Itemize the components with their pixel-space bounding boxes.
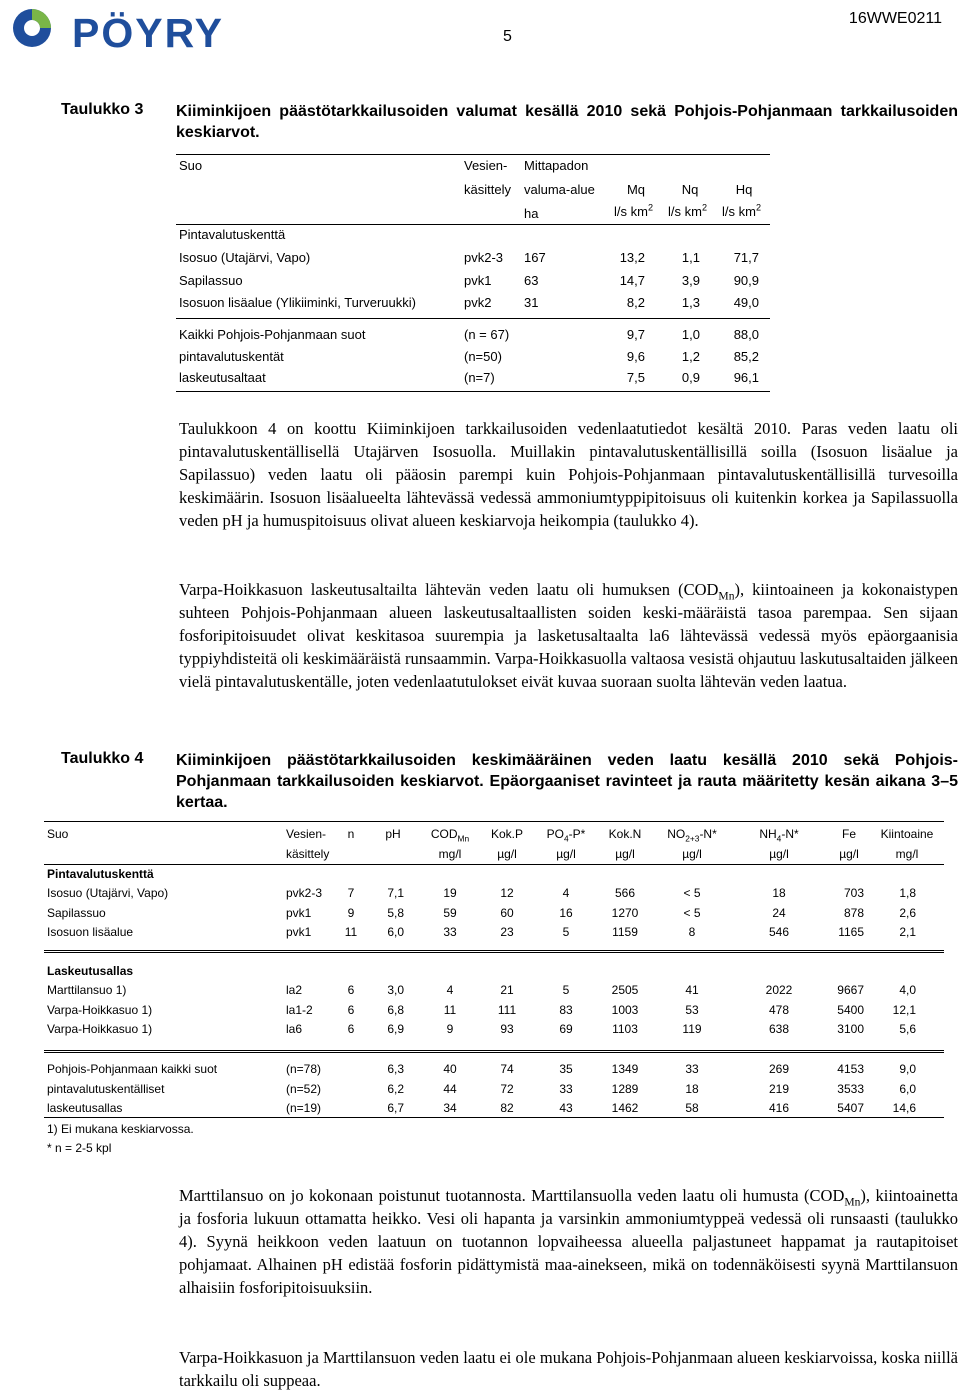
table-cell: Isosuo (Utajärvi, Vapo) xyxy=(47,886,169,900)
table-cell: la2 xyxy=(286,983,303,997)
row-nq: 1,2 xyxy=(681,349,700,364)
table-cell: 6,0 xyxy=(899,1081,916,1096)
table3-head-hq: Hq xyxy=(735,182,753,197)
table4-label: Taulukko 4 xyxy=(61,750,144,767)
table-cell: 5 xyxy=(562,983,570,997)
row-hq: 85,2 xyxy=(733,349,759,364)
row-nq: 1,0 xyxy=(681,327,700,342)
table-cell: 1349 xyxy=(611,1062,639,1076)
row-nq: 3,9 xyxy=(681,273,700,288)
table-cell: la1-2 xyxy=(286,1002,313,1017)
table-cell: 1462 xyxy=(611,1101,639,1115)
table-cell: 3533 xyxy=(837,1081,864,1096)
t4-unit: µg/l xyxy=(682,847,702,861)
table-cell: 93 xyxy=(500,1022,514,1036)
table-cell: 566 xyxy=(614,886,636,900)
row-n: (n = 67) xyxy=(464,327,510,342)
table3-unit-hq: l/s $km^2$ xyxy=(722,202,762,219)
table-cell: laskeutusallas xyxy=(47,1101,123,1115)
t4-unit: mg/l xyxy=(895,847,919,861)
table-cell: 21 xyxy=(500,983,514,997)
table-cell: 60 xyxy=(500,905,514,920)
table-cell: Varpa-Hoikkasuo 1) xyxy=(47,1002,153,1017)
row-nq: 1,1 xyxy=(681,250,700,265)
t4-unit: mg/l xyxy=(438,847,462,861)
row-mq: 14,7 xyxy=(619,273,645,288)
paragraph-3: Marttilansuo on jo kokonaan poistunut tuotannosta. Marttilansuolla veden laatu oli humusta $(COD_{Mn})$, kiintoainetta ja fosforia lukuun ottamatta heikko. Vesi oli hapanta ja varsinkin ammoniumtyppeä vedessä oli runsaasti (taulukko 4). Syynä heikkoon veden laatuun on tuotannon lopvaiheessa alueella paljastuneet happamat ja rautapitoiset pohjamaat. Alhainen pH edistää fosforin pidättymistä maa-ainekseen, mikä on todennäköisesti syynä Marttilansuon alhaisiin fosforipitoisuuksiin. xyxy=(179,1186,958,1297)
logo-text: PÖYRY xyxy=(72,10,225,56)
table-cell: 416 xyxy=(768,1101,790,1115)
table-cell: 6 xyxy=(347,1022,355,1036)
paragraph-2: Varpa-Hoikkasuon laskeutusaltailta lähtevän veden laatu oli humuksen $(COD_{Mn})$, kiintoaineen ja kokonaistypen suhteen Pohjois-Pohjanmaan alueen laskeutusaltaallisten soiden keski-määräistä tasoa parempaa. Sen sijaan fosforipitoisuudet olivat keskitasoa suurempia ja lasketusaltaalta la6 lähtevässä vedessä myös epäorgaanisia typpiyhdisteitä oli keskimääräistä runsaammin. Varpa-Hoikkasuolla valtaosa vesistä ohjautuu laskutusaltaiden jälkeen vielä pintavalutuskentälle, joten vedenlaatutulokset eivät kuvaa suoraan suolta lähtevän veden laatua. xyxy=(179,580,958,691)
table-cell: 5407 xyxy=(837,1101,864,1115)
table-cell: 19 xyxy=(443,886,457,900)
table-cell: 638 xyxy=(768,1022,790,1036)
table-cell: 6,3 xyxy=(387,1062,404,1076)
table-cell: 4153 xyxy=(837,1062,864,1076)
table-cell: 5 xyxy=(562,925,570,939)
table-cell: 5400 xyxy=(837,1002,864,1017)
t4-head-cod: $COD_{Mn}$ xyxy=(430,827,470,844)
table-cell: 6 xyxy=(347,1002,355,1017)
t4-head-kiintoaine: Kiintoaine xyxy=(880,827,934,841)
table-cell: 5,8 xyxy=(387,905,404,920)
t4-head-kokp: Kok.P xyxy=(490,827,523,841)
t4-section-laskeutusallas: Laskeutusallas xyxy=(47,964,134,978)
table-cell: 72 xyxy=(500,1081,514,1096)
t4-head-ph: pH xyxy=(385,827,401,841)
table-cell: 703 xyxy=(843,886,864,900)
table-cell: 33 xyxy=(685,1062,699,1076)
table-cell: 74 xyxy=(500,1062,514,1076)
table-cell: Sapilassuo xyxy=(47,905,106,920)
t4-unit: µg/l xyxy=(497,847,517,861)
table-cell: 9 xyxy=(347,905,355,920)
row-hq: 88,0 xyxy=(733,327,759,342)
table3-head-mq: Mq xyxy=(626,182,646,197)
row-mq: 9,6 xyxy=(626,349,645,364)
page-number: 5 xyxy=(503,28,512,45)
document-code: 16WWE0211 xyxy=(848,10,942,27)
row-hq: 71,7 xyxy=(733,250,759,265)
table-cell: 58 xyxy=(685,1101,699,1115)
table-cell: 7,1 xyxy=(387,886,404,900)
t4-note-1: 1) Ei mukana keskiarvossa. xyxy=(47,1122,194,1136)
table-cell: 34 xyxy=(443,1101,457,1115)
table-cell: (n=52) xyxy=(286,1081,322,1096)
table-cell: la6 xyxy=(286,1022,303,1036)
table-cell: 41 xyxy=(685,983,699,997)
row-hq: 49,0 xyxy=(733,295,759,310)
table4-head-rule xyxy=(44,864,944,865)
table3-unit-mq: l/s $km^2$ xyxy=(614,202,654,219)
table-cell: 24 xyxy=(772,905,786,920)
table-cell: 4 xyxy=(446,983,454,997)
row-hq: 96,1 xyxy=(733,370,759,385)
table-cell: 23 xyxy=(500,925,514,939)
table-cell: 18 xyxy=(772,886,786,900)
row-name: laskeutusaltaat xyxy=(179,370,266,385)
table3-head-nq: Nq xyxy=(681,182,699,197)
table-cell: pintavalutuskentälliset xyxy=(47,1081,165,1096)
row-mq: 7,5 xyxy=(626,370,645,385)
table-cell: 6,2 xyxy=(387,1081,404,1096)
table-cell: 6,8 xyxy=(387,1002,404,1017)
t4-unit: µg/l xyxy=(769,847,789,861)
table-cell: Pohjois-Pohjanmaan kaikki suot xyxy=(47,1062,218,1076)
table-cell: pvk1 xyxy=(286,925,312,939)
table-cell: Isosuon lisäalue xyxy=(47,925,134,939)
row-nq: 1,3 xyxy=(681,295,700,310)
table-cell: 69 xyxy=(559,1022,573,1036)
table-cell: 8 xyxy=(688,925,696,939)
row-vk: pvk2-3 xyxy=(464,250,504,265)
table-cell: 6,0 xyxy=(387,925,404,939)
row-name: pintavalutuskentät xyxy=(179,349,284,364)
t4-head-n: n xyxy=(347,827,355,841)
table-cell: 2022 xyxy=(765,983,793,997)
table-cell: 4,0 xyxy=(899,983,916,997)
t4-note-2: * n = 2-5 kpl xyxy=(47,1141,112,1155)
table-cell: Marttilansuo 1) xyxy=(47,983,127,997)
row-name: Isosuo (Utajärvi, Vapo) xyxy=(179,250,311,265)
row-vk: pvk1 xyxy=(464,273,492,288)
table-cell: 43 xyxy=(559,1101,573,1115)
table3-head-mittapadon: Mittapadon xyxy=(524,158,589,173)
row-name: Kaikki Pohjois-Pohjanmaan suot xyxy=(179,327,366,342)
row-nq: 0,9 xyxy=(681,370,700,385)
row-ha: 63 xyxy=(524,273,539,288)
table4-rule-3 xyxy=(44,1050,944,1053)
row-n: (n=7) xyxy=(464,370,495,385)
table-cell: 33 xyxy=(443,925,457,939)
table-cell: 16 xyxy=(559,905,573,920)
table-cell: 111 xyxy=(497,1002,517,1017)
table-cell: 1103 xyxy=(612,1022,638,1036)
row-vk: pvk2 xyxy=(464,295,492,310)
paragraph-1: Taulukkoon 4 on koottu Kiiminkijoen tarkkailusoiden vedenlaatutiedot kesältä 2010. Paras veden laatu oli pintavalutuskentällisellä Utajärven Isosuolla. Muillakin pintavalutuskentällisillä soilla (Isosuon lisäalue ja Sapilassuo) veden laatu oli pääosin parempi kuin Pohjois-Pohjanmaan pintavalutuskentällisillä turvesoilla keskimäärin. Isosuon lisäalueelta lähtevässä vedessä ammoniumtyppipitoisuus oli kuitenkin korkea ja Sapilassuolla veden pH ja humuspitoisuus olivat alueen keskiarvoja heikompia (taulukko 4). xyxy=(179,419,958,530)
table-cell: 7 xyxy=(347,886,355,900)
table-cell: 12,1 xyxy=(892,1002,916,1017)
table-cell: < 5 xyxy=(683,905,701,920)
table4-rule-2 xyxy=(44,950,944,953)
table-cell: 9 xyxy=(446,1022,454,1036)
table-cell: 59 xyxy=(443,905,457,920)
table3-head-valuma-alue: valuma-alue xyxy=(524,182,595,197)
table-cell: (n=78) xyxy=(286,1062,322,1076)
table-cell: pvk2-3 xyxy=(286,886,323,900)
table-cell: 83 xyxy=(559,1002,573,1017)
t4-head-kasittely: käsittely xyxy=(286,847,330,861)
table-cell: 478 xyxy=(768,1002,790,1017)
table-cell: 269 xyxy=(768,1062,790,1076)
row-mq: 9,7 xyxy=(626,327,645,342)
table-cell: 18 xyxy=(685,1081,699,1096)
table-cell: 33 xyxy=(559,1081,573,1096)
row-ha: 31 xyxy=(524,295,539,310)
table-cell: 9667 xyxy=(837,983,864,997)
t4-head-fe: Fe xyxy=(841,827,856,841)
row-name: Isosuon lisäalue (Ylikiiminki, Turveruukki) xyxy=(179,295,416,310)
table3-head-suo: Suo xyxy=(179,158,203,173)
paragraph-4: Varpa-Hoikkasuon ja Marttilansuon veden laatu ei ole mukana Pohjois-Pohjanmaan alueen keskiarvoissa, koska niillä tarkkailu oli suppeaa. xyxy=(179,1348,958,1390)
table-cell: 6 xyxy=(347,983,355,997)
t4-unit: µg/l xyxy=(615,847,635,861)
t4-head-po4: $PO_4-P*$ xyxy=(546,827,586,844)
t4-head-kokn: Kok.N xyxy=(608,827,642,841)
row-hq: 90,9 xyxy=(733,273,759,288)
row-mq: 13,2 xyxy=(619,250,645,265)
table-cell: 11 xyxy=(443,1002,457,1017)
table-cell: 12 xyxy=(500,886,514,900)
table-cell: 3100 xyxy=(837,1022,864,1036)
table3-label: Taulukko 3 xyxy=(61,101,144,118)
t4-unit: µg/l xyxy=(556,847,576,861)
table-cell: 40 xyxy=(443,1062,457,1076)
table-cell: 53 xyxy=(685,1002,699,1017)
table-cell: 2,1 xyxy=(899,925,916,939)
table-cell: 3,0 xyxy=(387,983,404,997)
table-cell: 4 xyxy=(562,886,570,900)
table-cell: 2505 xyxy=(611,983,639,997)
table3-section: Pintavalutuskenttä xyxy=(179,227,286,242)
table-cell: < 5 xyxy=(683,886,701,900)
table-cell: (n=19) xyxy=(286,1101,322,1115)
table-cell: 1,8 xyxy=(899,886,916,900)
table3-head-ha: ha xyxy=(524,206,539,221)
table4-top-rule xyxy=(44,821,944,822)
table3-unit-nq: l/s $km^2$ xyxy=(668,202,708,219)
t4-section-pintavalutuskentta: Pintavalutuskenttä xyxy=(47,867,154,881)
table-cell: 546 xyxy=(768,925,790,939)
t4-head-vesien: Vesien- xyxy=(286,827,327,841)
table-cell: 1003 xyxy=(611,1002,639,1017)
table-cell: 1270 xyxy=(611,905,639,920)
table-cell: 219 xyxy=(768,1081,790,1096)
table-cell: 44 xyxy=(443,1081,457,1096)
table-cell: 9,0 xyxy=(899,1062,916,1076)
table-cell: 1289 xyxy=(611,1081,639,1096)
t4-head-no23: $NO_{2+3}-N*$ xyxy=(667,827,717,844)
t4-unit: µg/l xyxy=(839,847,859,861)
table3-head-kasittely: käsittely xyxy=(464,182,511,197)
table-cell: 119 xyxy=(682,1022,702,1036)
t4-head-nh4: $NH_4-N*$ xyxy=(759,827,799,844)
table4-bottom-rule xyxy=(44,1117,944,1118)
row-mq: 8,2 xyxy=(626,295,645,310)
row-name: Sapilassuo xyxy=(179,273,243,288)
table-cell: 82 xyxy=(500,1101,514,1115)
table-cell: 1159 xyxy=(612,925,638,939)
table4-caption: Kiiminkijoen päästötarkkailusoiden keskimääräinen veden laatu kesällä 2010 sekä Pohjois-Pohjanmaan tarkkailusoiden keskiarvot. Epäorgaaniset ravinteet ja rauta määritetty kesän aikana 3–5 kertaa. xyxy=(176,752,958,811)
table-cell: 5,6 xyxy=(899,1022,916,1036)
table-cell: 1165 xyxy=(838,925,864,939)
table-cell: 6,7 xyxy=(387,1101,404,1115)
table-cell: pvk1 xyxy=(286,905,312,920)
table-cell: 6,9 xyxy=(387,1022,404,1036)
table-cell: Varpa-Hoikkasuo 1) xyxy=(47,1022,153,1036)
row-ha: 167 xyxy=(524,250,546,265)
table-cell: 878 xyxy=(843,905,864,920)
table3-caption: Kiiminkijoen päästötarkkailusoiden valumat kesällä 2010 sekä Pohjois-Pohjanmaan tarkkailusoiden keskiarvot. xyxy=(176,103,958,141)
table-cell: 35 xyxy=(559,1062,573,1076)
row-n: (n=50) xyxy=(464,349,502,364)
table-cell: 2,6 xyxy=(899,905,916,920)
t4-head-suo: Suo xyxy=(47,827,69,841)
table-cell: 11 xyxy=(344,925,358,939)
table3-head-vesien: Vesien- xyxy=(464,158,508,173)
table-cell: 14,6 xyxy=(892,1101,916,1115)
